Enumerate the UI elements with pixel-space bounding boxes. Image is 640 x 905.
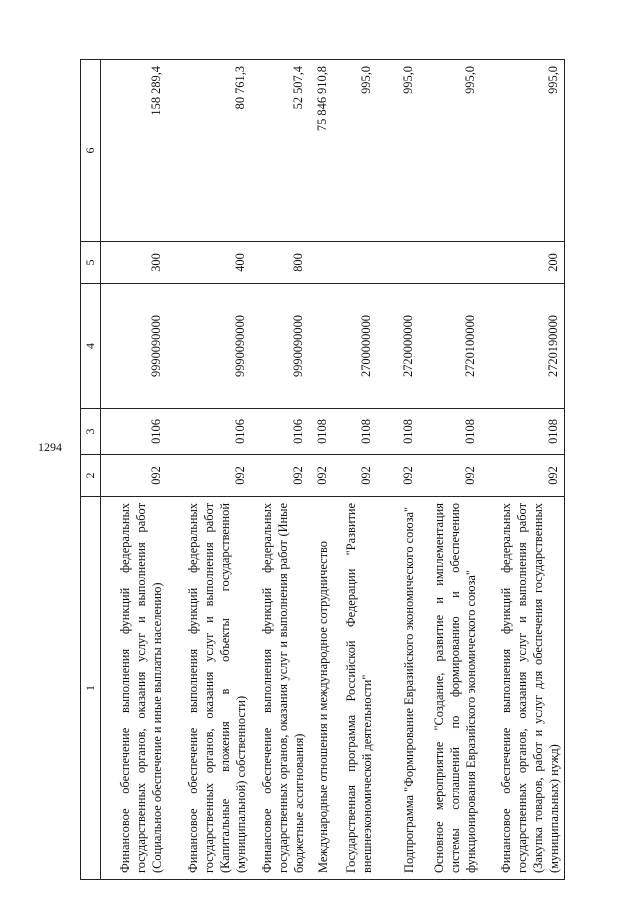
row-ministry-code: 092: [309, 455, 333, 497]
row-section-code: 0108: [377, 409, 419, 455]
row-amount: 158 289,4: [101, 60, 167, 242]
row-amount: 995,0: [481, 60, 565, 242]
row-target-code: 2720100000: [419, 284, 481, 409]
row-ministry-code: 092: [377, 455, 419, 497]
row-name: Подпрограмма "Формирование Евразийского экономического союза": [377, 497, 419, 880]
row-ministry-code: 092: [251, 455, 309, 497]
row-section-code: 0108: [333, 409, 377, 455]
table-row: [101, 60, 167, 880]
row-section-code: 0108: [309, 409, 333, 455]
row-section-code: 0108: [481, 409, 565, 455]
row-amount: 995,0: [333, 60, 377, 242]
row-ministry-code: 092: [333, 455, 377, 497]
header-col-6: 6: [81, 60, 101, 242]
row-expense-type: 300: [101, 242, 167, 284]
row-expense-type: 400: [167, 242, 251, 284]
row-name: Финансовое обеспечение выполнения функций федеральных государственных органов, оказания услуг и выполнения работ (Социальное обеспечение и иные выплаты населению): [101, 497, 167, 880]
row-amount: 75 846 910,8: [309, 60, 333, 242]
header-col-1: 1: [81, 497, 101, 880]
row-ministry-code: 092: [419, 455, 481, 497]
row-expense-type: [419, 242, 481, 284]
header-col-5: 5: [81, 242, 101, 284]
row-section-code: 0106: [251, 409, 309, 455]
table-header-row: [81, 60, 101, 880]
budget-table: [80, 59, 565, 880]
row-amount: 995,0: [377, 60, 419, 242]
header-col-2: 2: [81, 455, 101, 497]
table-row: [333, 60, 377, 880]
header-col-4: 4: [81, 284, 101, 409]
row-name: Основное мероприятие "Создание, развитие и имплементация системы соглашений по формированию и обеспечению функционирования Евразийского экономического союза": [419, 497, 481, 880]
row-name: Международные отношения и международное сотрудничество: [309, 497, 333, 880]
row-expense-type: 800: [251, 242, 309, 284]
row-target-code: 9990090000: [251, 284, 309, 409]
row-expense-type: [333, 242, 377, 284]
rotated-table-container: [80, 60, 580, 880]
table-row: [309, 60, 333, 880]
row-section-code: 0106: [167, 409, 251, 455]
row-target-code: [309, 284, 333, 409]
row-amount: 995,0: [419, 60, 481, 242]
row-target-code: 2720000000: [377, 284, 419, 409]
row-ministry-code: 092: [101, 455, 167, 497]
row-section-code: 0108: [419, 409, 481, 455]
row-ministry-code: 092: [481, 455, 565, 497]
table-row: [481, 60, 565, 880]
page-number: 1294: [38, 440, 62, 454]
row-expense-type: [309, 242, 333, 284]
row-section-code: 0106: [101, 409, 167, 455]
row-expense-type: [377, 242, 419, 284]
header-col-3: 3: [81, 409, 101, 455]
row-name: Финансовое обеспечение выполнения функций федеральных государственных органов, оказания услуг и выполнения работ (Иные бюджетные ассигнования): [251, 497, 309, 880]
row-amount: 80 761,3: [167, 60, 251, 242]
row-expense-type: 200: [481, 242, 565, 284]
table-row: [251, 60, 309, 880]
row-name: Финансовое обеспечение выполнения функций федеральных государственных органов, оказания услуг и выполнения работ (Капитальные вложения в объекты государственной (муниципальной) собственности): [167, 497, 251, 880]
row-ministry-code: 092: [167, 455, 251, 497]
row-target-code: 9990090000: [167, 284, 251, 409]
table-row: [167, 60, 251, 880]
table-row: [377, 60, 419, 880]
row-target-code: 2700000000: [333, 284, 377, 409]
row-name: Государственная программа Российской Федерации "Развитие внешнеэкономической деятельности": [333, 497, 377, 880]
row-target-code: 2720190000: [481, 284, 565, 409]
table-row: [419, 60, 481, 880]
row-name: Финансовое обеспечение выполнения функций федеральных государственных органов, оказания услуг и выполнения работ (Закупка товаров, работ и услуг для обеспечения государственных (муниципальных) нужд): [481, 497, 565, 880]
row-amount: 52 507,4: [251, 60, 309, 242]
row-target-code: 9990090000: [101, 284, 167, 409]
